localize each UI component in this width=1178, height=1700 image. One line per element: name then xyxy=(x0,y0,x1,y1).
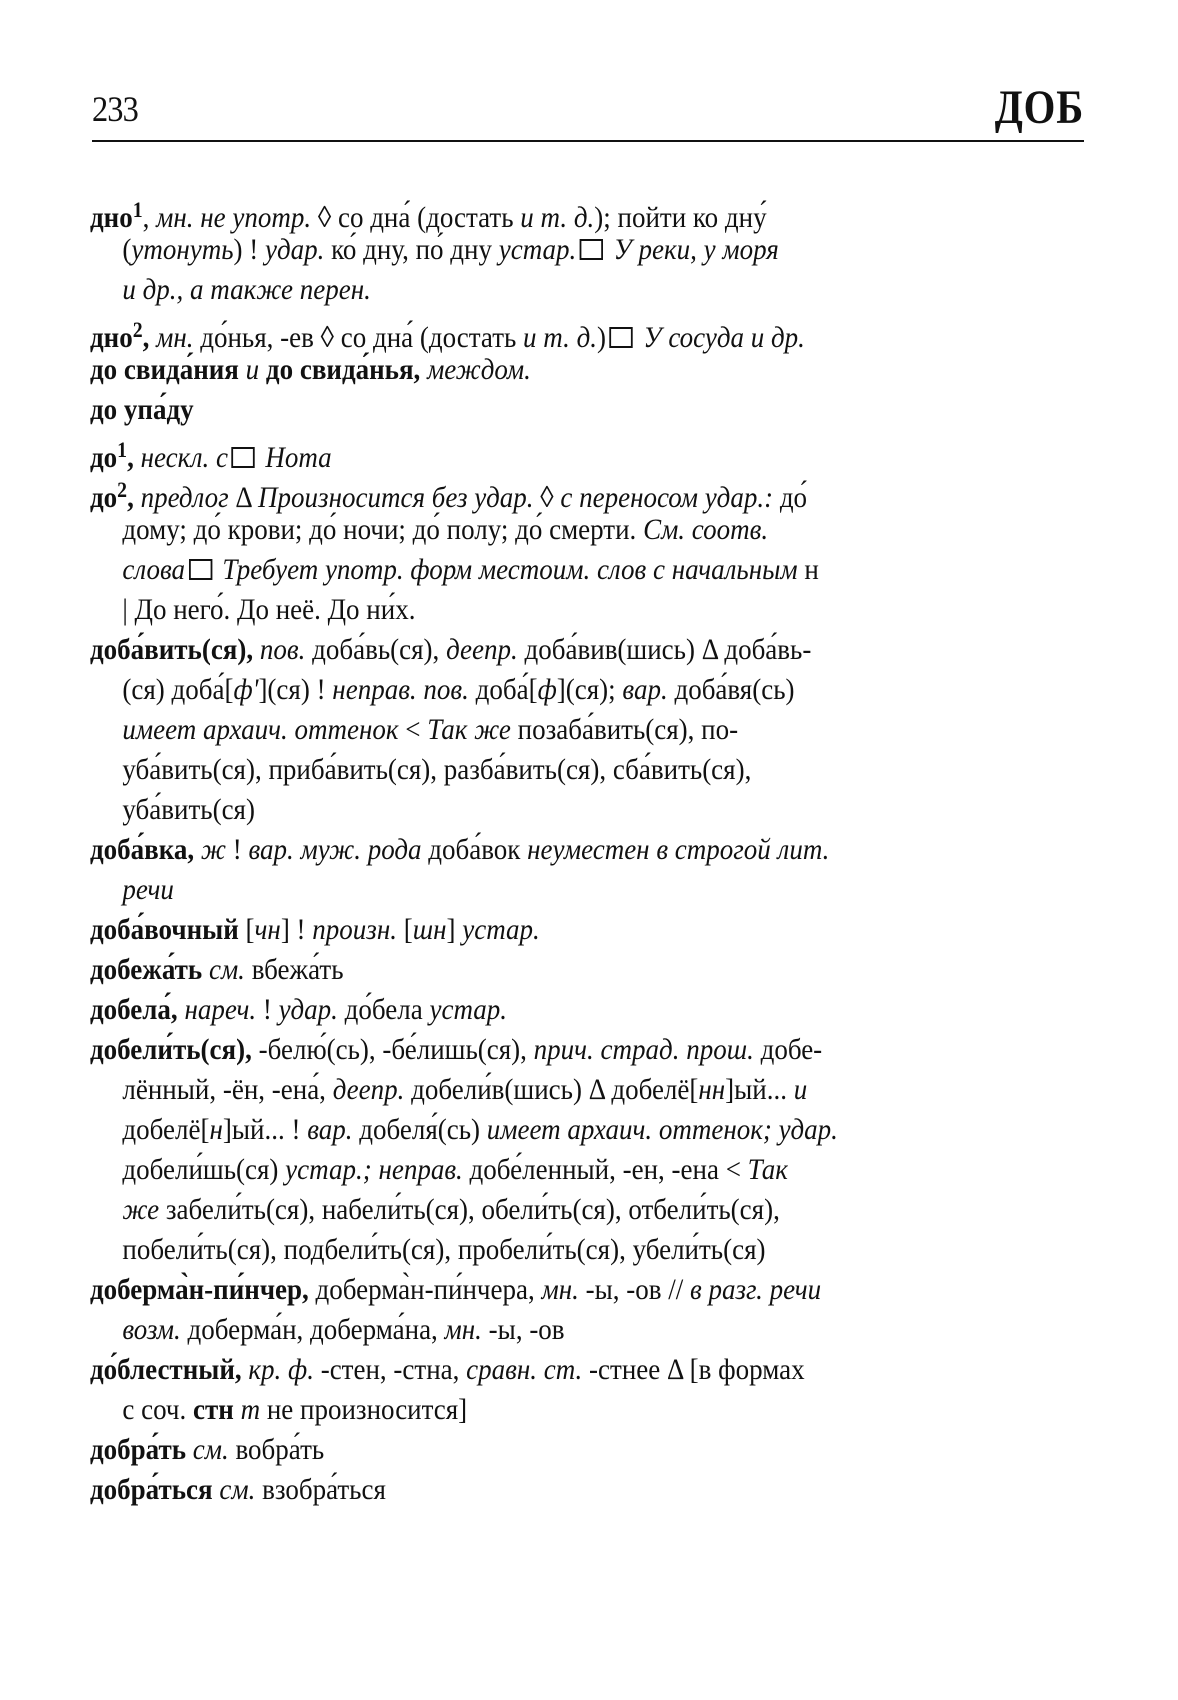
entry-text: доба́вь(ся), xyxy=(305,633,447,666)
entry-text: -стен, -стна, xyxy=(313,1353,467,1386)
entry-text: ! xyxy=(256,993,279,1026)
entry-text: ](ся); xyxy=(556,673,623,706)
grammatical-note: нареч. xyxy=(184,993,257,1026)
headword: добра́ться xyxy=(90,1473,213,1506)
entry-text: ◊ со дна́ (достать xyxy=(311,201,521,234)
grammatical-note: Произносится без удар. xyxy=(258,481,534,514)
entry-text: -ы, -ов // xyxy=(578,1273,690,1306)
grammatical-note: см. xyxy=(219,1473,256,1506)
grammatical-note: чн xyxy=(254,913,281,946)
entry-text: ); пойти ко дну́ xyxy=(594,201,767,234)
homonym-index: 1 xyxy=(132,197,143,222)
grammatical-note: вар. xyxy=(622,673,668,706)
grammatical-note: имеет архаич. оттенок; удар. xyxy=(486,1113,838,1146)
grammatical-note: устар. xyxy=(462,913,540,946)
entry-headline xyxy=(90,430,985,474)
entry-text: доберма̀н-пи́нчера, xyxy=(308,1273,542,1306)
entry-headline xyxy=(90,910,985,950)
headword: добели́ть(ся), xyxy=(90,1033,252,1066)
grammatical-note: мн. xyxy=(156,321,194,354)
entry-text: не произносится] xyxy=(260,1393,468,1426)
entry-text: (ся) доба́[ xyxy=(122,673,234,706)
entry-headline xyxy=(90,470,985,514)
grammatical-note: же xyxy=(122,1193,160,1226)
grammatical-note: устар. xyxy=(429,993,508,1026)
entry-text: ]ый... xyxy=(725,1073,794,1106)
entry-text: уба́вить(ся), приба́вить(ся), разба́вить(ся), сба́вить(ся), xyxy=(122,753,752,786)
headword: до xyxy=(90,441,118,474)
entry-text: доба́[ xyxy=(468,673,538,706)
entry-text: Δ xyxy=(228,481,259,514)
entry-text: -белю́(сь), -бе́лишь(ся), xyxy=(251,1033,534,1066)
headword: добра́ть xyxy=(90,1433,187,1466)
entry-headline xyxy=(90,1350,985,1390)
entry-text: ] ! xyxy=(280,913,313,946)
entry-headline xyxy=(90,390,985,430)
grammatical-note: См. соотв. xyxy=(643,513,769,546)
grammatical-note: с переносом удар.: xyxy=(560,481,774,514)
headword: , xyxy=(127,481,134,514)
entry-text: дому; до́ крови; до́ ночи; до́ полу; до́ смерти. xyxy=(122,513,644,546)
entry-text: вобра́ть xyxy=(228,1433,325,1466)
entry-continuation-line xyxy=(90,550,985,590)
grammatical-note: деепр. xyxy=(446,633,518,666)
running-head: ДОБ xyxy=(994,81,1084,134)
entry-text: доба́вив(шись) Δ доба́вь- xyxy=(517,633,812,666)
entry-continuation-line xyxy=(90,270,985,310)
entry-text: добели́в(шись) Δ добелё[ xyxy=(404,1073,699,1106)
entry-continuation-line xyxy=(90,1190,985,1230)
grammatical-note: и xyxy=(245,353,260,386)
grammatical-note: предлог xyxy=(140,481,229,514)
entry-headline xyxy=(90,190,985,234)
entry-text: ](ся) ! xyxy=(258,673,333,706)
entry-headline xyxy=(90,1030,985,1070)
entry-text: с соч. xyxy=(122,1393,194,1426)
entry-headline xyxy=(90,830,985,870)
grammatical-note: мн. xyxy=(541,1273,579,1306)
grammatical-note: кр. ф. xyxy=(248,1353,314,1386)
header-rule xyxy=(92,140,1084,142)
grammatical-note: вар. муж. рода xyxy=(248,833,422,866)
entry-continuation-line xyxy=(90,750,985,790)
square-box-icon xyxy=(189,559,212,580)
entry-headline xyxy=(90,990,985,1030)
entry-continuation-line xyxy=(90,710,985,750)
grammatical-note: вар. xyxy=(307,1113,353,1146)
square-box-icon xyxy=(580,239,603,260)
grammatical-note: ж xyxy=(200,833,227,866)
grammatical-note: междом. xyxy=(427,353,531,386)
entry-text: -ы, -ов xyxy=(481,1313,565,1346)
entry-text: ! xyxy=(226,833,249,866)
entry-text: до́ xyxy=(773,481,808,514)
headword: дно xyxy=(90,321,133,354)
entry-text: побели́ть(ся), подбели́ть(ся), пробели́ть(ся), убели́ть(ся) xyxy=(122,1233,766,1266)
grammatical-note: устар. xyxy=(498,233,577,266)
grammatical-note: см. xyxy=(208,953,245,986)
entry-text: забели́ть(ся), набели́ть(ся), обели́ть(ся), отбели́ть(ся), xyxy=(159,1193,780,1226)
entry-text: ]ый... ! xyxy=(222,1113,308,1146)
grammatical-note: Требует употр. форм местоим. слов с начальным xyxy=(215,553,798,586)
entry-continuation-line xyxy=(90,230,985,270)
entry-text: доба́вя(сь) xyxy=(667,673,795,706)
entry-continuation-line xyxy=(90,1070,985,1110)
entry-text: добелё[ xyxy=(122,1113,210,1146)
entry-text: ко́ дну, по́ дну xyxy=(324,233,499,266)
grammatical-note: см. xyxy=(192,1433,229,1466)
entry-text: вбежа́ть xyxy=(244,953,344,986)
headword: дно xyxy=(90,201,133,234)
grammatical-note: У реки, у моря xyxy=(606,233,779,266)
entry-headline xyxy=(90,630,985,670)
entry-continuation-line xyxy=(90,510,985,550)
entry-text xyxy=(178,993,185,1026)
grammatical-note: У сосуда и др. xyxy=(636,321,805,354)
grammatical-note: удар. xyxy=(278,993,338,1026)
headword: до упа́ду xyxy=(90,393,194,426)
grammatical-note: речи xyxy=(122,873,174,906)
entry-text xyxy=(420,353,427,386)
entry-text: < xyxy=(398,713,428,746)
grammatical-note: произн. xyxy=(312,913,397,946)
grammatical-note: мн. xyxy=(444,1313,482,1346)
entry-text: ) xyxy=(597,321,607,354)
entry-continuation-line xyxy=(90,1230,985,1270)
homonym-index: 2 xyxy=(132,317,143,342)
grammatical-note: пов. xyxy=(259,633,306,666)
headword: доба́вка, xyxy=(90,833,195,866)
grammatical-note: Так xyxy=(747,1153,788,1186)
page-number: 233 xyxy=(92,89,138,129)
entry-headline xyxy=(90,1430,985,1470)
grammatical-note: мн. не употр. xyxy=(156,201,312,234)
headword: до́блестный, xyxy=(90,1353,242,1386)
entry-text: позаба́вить(ся), по- xyxy=(510,713,739,746)
headword: до свида́ния xyxy=(90,353,239,386)
headword: стн xyxy=(193,1393,234,1426)
dictionary-entries xyxy=(90,190,1084,1510)
entry-text: доберма́н, доберма́на, xyxy=(180,1313,445,1346)
grammatical-note: нескл. с xyxy=(140,441,229,474)
entry-headline xyxy=(90,950,985,990)
headword: доба́вочный xyxy=(90,913,239,946)
entry-continuation-line xyxy=(90,1150,985,1190)
entry-text: -стнее Δ [в формах xyxy=(582,1353,805,1386)
headword: до xyxy=(90,481,118,514)
grammatical-note: Нота xyxy=(258,441,332,474)
grammatical-note: ф' xyxy=(233,673,259,706)
grammatical-note: неправ. пов. xyxy=(332,673,469,706)
grammatical-note: неуместен в строгой лит. xyxy=(527,833,830,866)
grammatical-note: удар. xyxy=(265,233,325,266)
grammatical-note: слова xyxy=(122,553,186,586)
headword: до свида́нья, xyxy=(265,353,421,386)
entry-text xyxy=(253,633,260,666)
grammatical-note: и т. д. xyxy=(520,201,595,234)
grammatical-note: деепр. xyxy=(332,1073,405,1106)
entry-text xyxy=(213,1473,220,1506)
entry-text: добе́ленный, -ен, -ена < xyxy=(462,1153,748,1186)
entry-headline xyxy=(90,1270,985,1310)
grammatical-note: имеет архаич. оттенок xyxy=(122,713,399,746)
homonym-index: 1 xyxy=(117,437,128,462)
entry-headline xyxy=(90,1470,985,1510)
entry-continuation-line xyxy=(90,790,985,830)
entry-text: до́нья, -ев ◊ со дна́ (достать xyxy=(193,321,524,354)
grammatical-note: прич. страд. прош. xyxy=(533,1033,754,1066)
grammatical-note: нн xyxy=(698,1073,726,1106)
entry-text: ( xyxy=(122,233,132,266)
entry-continuation-line xyxy=(90,590,985,630)
grammatical-note: в разг. речи xyxy=(689,1273,822,1306)
headword: , xyxy=(127,441,134,474)
entry-text: | До него́. До неё. До ни́х. xyxy=(122,593,416,626)
entry-continuation-line xyxy=(90,1110,985,1150)
grammatical-note: и др., а также перен. xyxy=(122,273,371,306)
entry-text: добели́шь(ся) xyxy=(122,1153,286,1186)
grammatical-note: утонуть xyxy=(131,233,234,266)
entry-text: до́бела xyxy=(337,993,430,1026)
entry-text: взобра́ться xyxy=(255,1473,386,1506)
entry-text: , xyxy=(142,201,157,234)
entry-text: лённый, -ён, -ена́, xyxy=(122,1073,333,1106)
grammatical-note: шн xyxy=(412,913,447,946)
headword: добела́, xyxy=(90,993,178,1026)
square-box-icon xyxy=(610,327,633,348)
entry-headline xyxy=(90,350,985,390)
headword: добежа́ть xyxy=(90,953,203,986)
grammatical-note: сравн. ст. xyxy=(466,1353,583,1386)
entry-text: ◊ xyxy=(533,481,561,514)
entry-text: доба́вок xyxy=(421,833,528,866)
entry-continuation-line xyxy=(90,670,985,710)
entry-text xyxy=(242,1353,249,1386)
grammatical-note: и xyxy=(793,1073,808,1106)
headword: доберма̀н-пи́нчер, xyxy=(90,1273,309,1306)
entry-text: добеля́(сь) xyxy=(352,1113,487,1146)
entry-text xyxy=(239,353,246,386)
grammatical-note: т xyxy=(240,1393,261,1426)
grammatical-note: устар.; неправ. xyxy=(285,1153,463,1186)
entry-text: [ xyxy=(396,913,413,946)
grammatical-note: и т. д. xyxy=(523,321,598,354)
entry-headline xyxy=(90,310,985,354)
grammatical-note: ф xyxy=(537,673,557,706)
entry-text: н xyxy=(797,553,819,586)
grammatical-note: возм. xyxy=(122,1313,181,1346)
entry-continuation-line xyxy=(90,870,985,910)
entry-text: ] xyxy=(446,913,463,946)
square-box-icon xyxy=(232,447,255,468)
entry-text: [ xyxy=(238,913,255,946)
entry-continuation-line xyxy=(90,1390,985,1430)
grammatical-note: Так же xyxy=(427,713,511,746)
page-header xyxy=(92,80,1084,140)
headword: доба́вить(ся), xyxy=(90,633,254,666)
entry-continuation-line xyxy=(90,1310,985,1350)
homonym-index: 2 xyxy=(117,477,128,502)
entry-text: добе- xyxy=(753,1033,823,1066)
headword: , xyxy=(142,321,150,354)
grammatical-note: н xyxy=(209,1113,223,1146)
entry-text: ) ! xyxy=(233,233,266,266)
entry-text: уба́вить(ся) xyxy=(122,793,255,826)
